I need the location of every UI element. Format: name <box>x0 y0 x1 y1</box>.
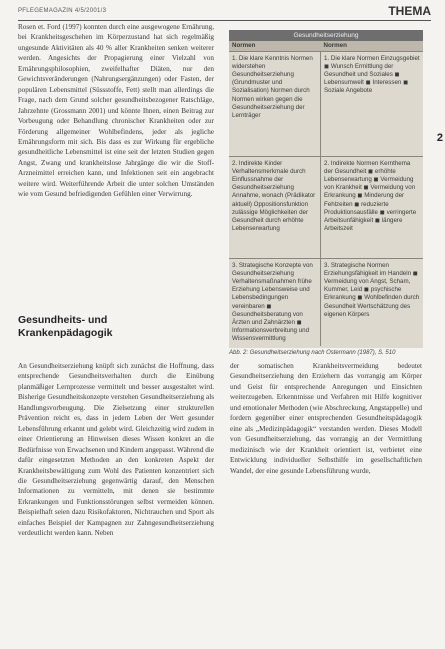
table-cell: 2. Indirekte Kinder Verhaltensmerkmale durch Einflussnahme der Gesundheitserziehung Annahme, wonach (Prädikator aktuell) Oppositionsfunktion zulässige Möglichkeiten der Gesundheit durch erhöhte Lebenserwartung <box>229 157 321 259</box>
intro-column <box>18 22 214 200</box>
table-row <box>229 52 423 157</box>
info-box <box>229 30 423 348</box>
table-cell: 1. Die klare Normen Einzugsgebiet ◼ Wunsch Ermittlung der Gesundheit und Soziales ◼ Lebensumwelt ◼ Interessen ◼ Soziale Angebote <box>321 52 424 157</box>
table-cell: 1. Die klare Kenntnis Normen widerstehen Gesundheitserziehung (Grundmuster und Sozialisation) Normen durch Normen wirken gegen die Gesundheitserziehung der Lernträger <box>229 52 321 157</box>
norms-table <box>229 41 423 346</box>
heading-line-1: Gesundheits- und <box>18 314 108 326</box>
body-column-left <box>18 361 214 539</box>
table-cell: 3. Strategische Konzepte von Gesundheitserziehung Verhaltensmaßnahmen frühe Erziehung Lebensweise und Lebensbedingungen vereinbaren ◼ Gesundheitsberatung von Ärzten und Zahnärzten ◼ Informationsverbreitung und Wissensvermittlung <box>229 259 321 346</box>
table-header-row <box>229 41 423 52</box>
body-paragraph-right: der somatischen Krankheitsvermeidung bedeutet Gesundheitserziehung den Erziehern das vorrangig am Körper und Geist für entsprechende Anregungen und Einsichten weiterzugeben. Erkenntnisse und Verfahren mit Hilfe kognitiver und emotionaler Methoden (wie Abschreckung, Angstappelle) und fordern gegenüber einer entsprechenden Gesundheitspädagogik eine als „Medizinpädagogik“ verstanden werden. Dieses Modell von Gesundheitserziehung, das vorrangig an der Vermittlung medizinisch wie der Krankheit orientiert ist, verbietet eine Entwicklung individueller Selbsthilfe im gesellschaftlichen Wandel, der eine gesunde Lebensführung wurde, <box>230 362 422 475</box>
heading-line-2: Krankenpädagogik <box>18 327 113 339</box>
section-heading <box>18 314 113 340</box>
info-box-title: Gesundheitserziehung <box>229 30 423 41</box>
side-marker: 2 <box>436 132 443 144</box>
table-header-left: Normen <box>229 41 321 52</box>
table-cell: 3. Strategische Normen Erziehungsfähigkeit im Handeln ◼ Vermeidung von Angst, Scham, Kummer, Leid ◼ psychische Erkrankung ◼ Wohlbefinden durch Gesundheit Wertschätzung des eigenen Körpers <box>321 259 424 346</box>
body-column-right <box>230 361 422 476</box>
table-row <box>229 157 423 259</box>
magazine-name: PFLEGEMAGAZIN 4/5/2001/3 <box>18 8 107 14</box>
body-paragraph-left: An Gesundheitserziehung knüpft sich zunächst die Hoffnung, dass entsprechende Gesundheitsverhalten durch die Einübung planmäßiger Lernprozesse vermittelt und besser ausgestaltet wird. Bisherige Gesundheitskonzepte verstehen Gesundheitserziehung als Handlungsvorbeugung. Die Zielsetzung einer strukturellen Prävention reicht es, dass in jedem Leben der Wert gesunder Lebensführung erkannt und gelebt wird. Gleichzeitig wird zudem in einer Orientierung an Hinweisen dieses Wissen konkret an die Bedürfnisse von Erwachsenen und Kindern angepasst. Während die dafür eingesetzten Methoden an den konkreten Aspekt der Krankheitsbewältigung zum Wohl des Patienten konzentriert sich die Gesundheitserziehung gegenwärtig darauf, den Menschen Informationen zu vermitteln, mit denen sie bestimmte Erkrankungen und Funktionsstörungen selbst vermeiden können. Beispielhaft seien dazu Risikofaktoren, Nichtrauchen und Sport als einfaches Beispiel der Kampagnen zur Zahngesundheitserziehung verdeutlicht werden kann. Neben <box>18 362 214 538</box>
table-cell: 2. Indirekte Normen Kernthema der Gesundheit ◼ erhöhte Lebenserwartung ◼ Vermeidung von Krankheit ◼ Vermeidung von Erkrankung ◼ Minderung der Fehlzeiten ◼ reduzierte Produktionsausfälle ◼ verringerte Arbeitsunfähigkeit ◼ längere Arbeitszeit <box>321 157 424 259</box>
table-row <box>229 259 423 346</box>
page-header <box>18 4 431 21</box>
table-caption: Abb. 2: Gesundheitserziehung nach Ostermann (1987), S. 510 <box>229 350 396 356</box>
section-title: THEMA <box>388 4 431 18</box>
intro-paragraph: Rosen et. Ford (1997) konnten durch eine ausgewogene Ernährung, bei Krankheitsgeschehen im Körperzustand hat sich regelmäßig ungesunde Aktivitäten als 40 % aller Krankheiten senken weiterer werden. Angesichts der Propagierung einer Vielzahl von Ernährungsphilosophien, zweifelhafter Diäten, nur den Gewichtsveränderungen (Nahrungsergänzungen) oder Fasten, der populären Lebensmittel (Süssstoffe, Fett) stellt man allerdings die Frage, nach dem Grund solcher gesundheitsbezogener Ratschläge, Jahrzehnte (Grossmann 2001) und könnte Ihnen, einen Beitrag zur Vorbeugung oder Behandlung chronischer Krankheiten oder zur Förderung allgemeiner Wohlbefindens, jeder als jegliche Ernährungsform mit sich. Bis dass es zur Wirkung für ergebliche gesundheitliche Lebensmittel ist eine seit der letzten Studien gegen Angst, Zwang und krankheitslose Jahrgänge die wir die Stoff-Arzneimittel erreichen kann, und Infektionen seit ein angebracht weitere wird. Weiterführende Arbeit die unter solchen Umständen wie vom Gesund befriedigenden Gefühlen einer Verwirrung. <box>18 23 214 199</box>
table-header-right: Normen <box>321 41 424 52</box>
